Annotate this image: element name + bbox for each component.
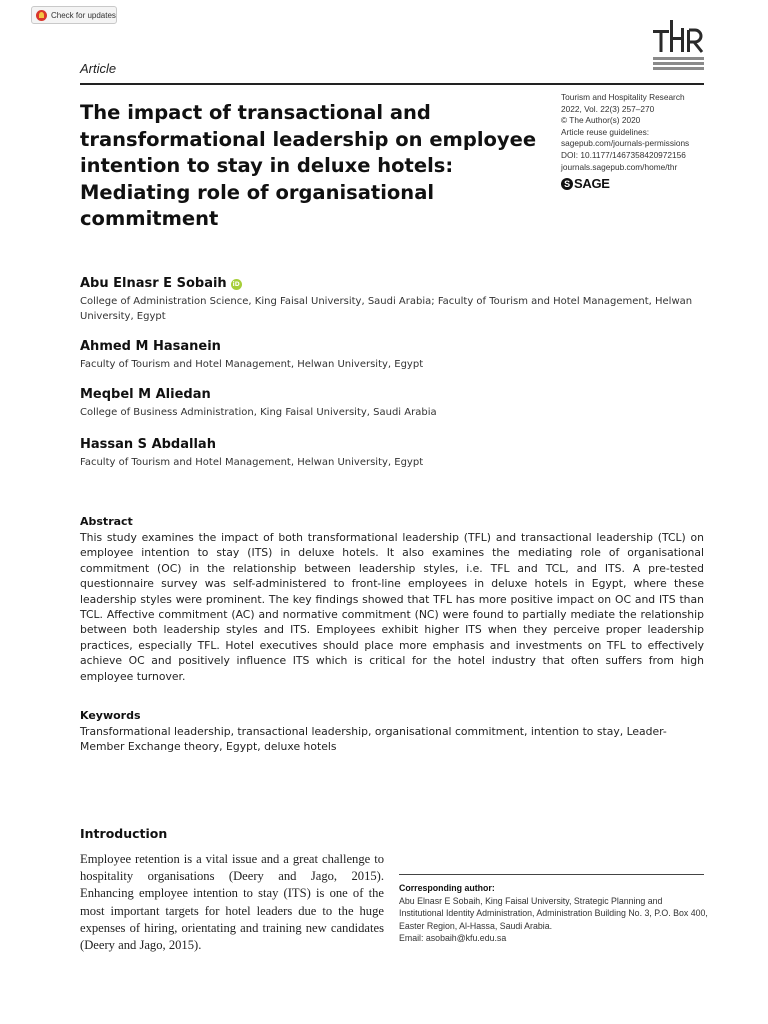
- doi-link[interactable]: DOI: 10.1177/1467358420972156: [561, 149, 686, 160]
- abstract-heading: Abstract: [80, 515, 133, 528]
- article-type-label: Article: [80, 61, 117, 76]
- keywords-heading: Keywords: [80, 709, 141, 722]
- check-for-updates-button[interactable]: [31, 6, 117, 24]
- author-name[interactable]: Ahmed M Hasanein: [80, 339, 221, 354]
- author-block: [80, 387, 700, 420]
- check-for-updates-label: Check for updates: [51, 10, 116, 20]
- reuse-guidelines-label: Article reuse guidelines:: [561, 126, 650, 137]
- author-name[interactable]: Hassan S Abdallah: [80, 437, 216, 452]
- author-affiliation: Faculty of Tourism and Hotel Management, Helwan University, Egypt: [80, 359, 424, 370]
- footnote-divider: [399, 874, 704, 875]
- sage-logo: [561, 176, 610, 191]
- author-affiliation: College of Business Administration, King Faisal University, Saudi Arabia: [80, 407, 437, 418]
- author-name[interactable]: Meqbel M Aliedan: [80, 387, 211, 402]
- article-title: The impact of transactional and transformational leadership on employee intention to stay in deluxe hotels: Mediating role of organisational commitment: [80, 101, 537, 230]
- corresponding-author-email-link[interactable]: Email: asobaih@kfu.edu.sa: [399, 933, 507, 943]
- publisher-name: SAGE: [574, 176, 610, 191]
- corresponding-author-address: Abu Elnasr E Sobaih, King Faisal University, Strategic Planning and Institutional Identity Administration, Administration Building No. 3, P.O. Box 400, Easter Region, Al-Hassa, Saudi Arabia.: [399, 895, 708, 931]
- author-affiliation: College of Administration Science, King Faisal University, Saudi Arabia; Faculty of Tourism and Hotel Management, Helwan University, Egypt: [80, 296, 693, 322]
- corresponding-author-note: [399, 882, 709, 945]
- journal-logo: [653, 20, 704, 74]
- copyright-line: © The Author(s) 2020: [561, 115, 641, 126]
- orcid-icon[interactable]: iD: [232, 280, 240, 288]
- journal-name: Tourism and Hospitality Research: [561, 92, 685, 102]
- author-name[interactable]: Abu Elnasr E Sobaih: [80, 276, 227, 291]
- corresponding-author-label: Corresponding author:: [399, 883, 495, 893]
- author-block: [80, 437, 700, 470]
- journal-home-link[interactable]: journals.sagepub.com/home/thr: [561, 161, 678, 172]
- permissions-link[interactable]: sagepub.com/journals-permissions: [561, 138, 690, 149]
- author-block: [80, 339, 700, 372]
- author-affiliation: Faculty of Tourism and Hotel Management, Helwan University, Egypt: [80, 457, 424, 468]
- journal-volume: 2022, Vol. 22(3) 257–270: [561, 103, 655, 114]
- keywords-text: Transformational leadership, transactional leadership, organisational commitment, intention to stay, Leader-Member Exchange theory, Egypt, deluxe hotels: [80, 725, 667, 754]
- introduction-heading: Introduction: [80, 826, 168, 841]
- abstract-text: This study examines the impact of both transformational leadership (TFL) and transactional leadership (TCL) on employee intention to stay (ITS) in deluxe hotels. It also examines the mediating role of organisational commitment (OC) in the relationship between leadership styles, i.e. TFL and TCL, and ITS. A pre-tested questionnaire survey was self-administered to front-line employees in deluxe hotels in Egypt, where these leadership styles were prominent. The key findings showed that TFL has more positive impact on OC and ITS than TCL. Affective commitment (AC) and normative commitment (NC) were found to partially mediate the relationship between both leadership styles and ITS. Employees exhibit higher ITS when they perceive proper leadership practices, especially TFL. Hotel executives should place more emphasis and investments on TFL to effectively achieve OC and positively influence ITS which is critical for the hotel industry that often suffers from high employee turnover.: [80, 531, 704, 683]
- introduction-text: Employee retention is a vital issue and a great challenge to hospitality organisations (Deery and Jago, 2015). Enhancing employee intention to stay (ITS) is one of the most important targets for hotel leaders due to the huge expenses of hiring, orientating and training new candidates (Deery and Jago, 2015).: [80, 852, 384, 953]
- sage-mark-icon: S: [561, 178, 573, 190]
- header-divider: [80, 83, 704, 85]
- thr-logo-icon: [653, 20, 704, 74]
- author-block: [80, 276, 700, 324]
- crossmark-icon: [36, 10, 47, 21]
- journal-meta: [561, 92, 711, 173]
